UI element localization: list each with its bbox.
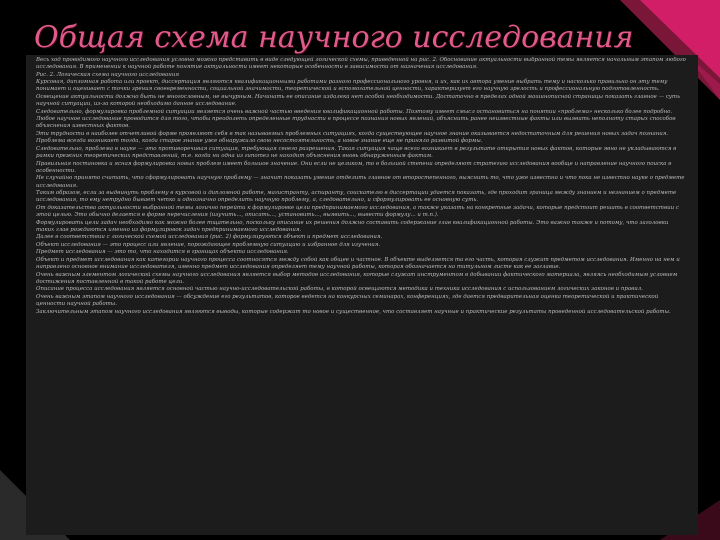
body-paragraph: Курсовая, дипломная работа или проект, диссертация являются квалификационными работами разного профессионального уровня, и их, как их автора умение выбрать тему и насколько правильно он эту тему понимает и оценивает с точки зрения своевременности, социальной значимости, теоретической и вспомогательной ценности, характеризует его научную зрелость и профессиональную подготовленность. [36,79,668,93]
body-paragraph: Эти трудности в наиболее отчетливой форме проявляют себя в так называемых проблемных ситуациях, когда существующее научное знание оказывается недостаточным для решения новых задач познания. [36,130,669,137]
body-paragraph: Правильная постановка и ясная формулировка новых проблем имеет большое значение. Они если не целиком, то в большой степени определяют стратегию исследования вообще и направление научного поиска в особенности. [36,160,672,174]
body-paragraph: Формулировать цели задач необходимо как можно более тщательно, поскольку описание их решения должно составить содержание глав квалификационной работы. Это важно также и потому, что заголовки таких глав рождаются именно из формулировок задач предпринимаемого исследования. [36,219,669,233]
body-paragraph: Очень важным элементом логической схемы научного исследования является выбор методов исследования, которые служат инструментом в добывании фактического материала, являясь необходимым условием достижения поставленной в такой работе цели. [36,271,678,285]
body-paragraph: Объект исследования — это процесс или явление, порождающее проблемную ситуацию и избранное для изучения. [36,241,381,248]
body-paragraph: Предмет исследования — это то, что находится в границах объекта исследования. [36,249,289,256]
body-paragraph: Проблема всегда возникает тогда, когда старое знание уже обнаружило свою несостоятельность, а новое знание еще не приняло развитой формы. [36,138,483,145]
body-paragraph: Объект и предмет исследования как категории научного процесса соотносятся между собой как общее и частное. В объекте выделяется та его часть, которая служит предметом исследования. Именно на нем и направлено основное внимание исследователя, именно предмет исследования определяет тему научной работы, которая обозначается на титульном листе как ее заглавие. [36,256,680,271]
body-paragraph: Рис. 2. Логическая схема научного исследования [36,71,179,78]
body-paragraph: Описание процесса исследования является основной частью научно-исследовательской работы, в которой освещаются методика и техника исследования с использованием логических законов и правил. [36,286,643,293]
slide-title: Общая схема научного исследования [34,20,634,55]
body-paragraph: От доказательства актуальности выбранной темы логично перейти к формулировке цели предпринимаемого исследования, а также указать на конкретные задачи, которые предстоит решать в соответствии с этой целью. Это обычно делается в форме перечисления (изучить..., описать..., установить..., выявить..., вывести формулу... и т.п.). [36,204,679,218]
body-paragraph: Любое научное исследование проводится для того, чтобы преодолеть определенные трудности в процессе познания новых явлений, объяснить ранее неизвестные факты или выявить неполноту старых способов объяснения известных фактов. [36,116,676,130]
body-paragraph: Таким образом, если за выдвинуть проблему в курсовой и дипломной работе, магистранту, аспиранту, соискателю в диссертации удается показать, где проходит граница между знанием и незнанием о предмете исследования, то ему нетрудно бывает четко и однозначно определить научную проблему, а, следовательно, и сформулировать ее основную суть. [36,190,677,204]
body-paragraph: Весь ход проводимого научного исследования условно можно представить в виде следующей логической схемы, приведенной на рис. 2. Обоснование актуальности выбранной темы является начальным этапом любого исследования. В применении к научной работе понятие актуальности имеет некоторые особенности в зависимости от назначения исследования. [36,57,686,71]
body-paragraph: Заключительным этапом научного исследования являются выводы, которые содержат то новое и существенное, что составляет научные и практические результаты проведенной исследовательской работы. [36,308,671,315]
body-paragraph: Очень важным этапом научного исследования — обсуждение его результатов, которое ведется на конкурсных семинарах, конференциях, где дается предварительная оценка теоретической и практической ценности научной работы. [36,293,659,307]
body-paragraph: Далее в соответствии с логической схемой исследования (рис. 2) формулируются объект и предмет исследования. [36,234,383,241]
body-text [36,57,686,533]
body-paragraph: Освещение актуальности должно быть не многословным, не вычурным. Начинать ее описание издалека нет особой необходимости. Достаточно в пределах одной машинописной страницы показать главное — суть научной ситуации, из-за которой необходимо данное исследование. [36,93,681,108]
body-paragraph: Не случайно принято считать, что сформулировать научную проблему — значит показать умение отделить главное от второстепенного, выяснить то, что уже известно и что пока не известно науке о предмете исследования. [36,175,685,189]
body-paragraph: Следовательно, проблема в науке — это противоречивая ситуация, требующая своего разрешения. Такая ситуация чаще всего возникает в результате открытия новых фактов, которые явно не укладываются в рамки прежних теоретических представлений, т.е. когда ни одна из гипотез не находит объяснения вновь обнаруженным фактам. [36,146,677,160]
body-paragraph: Следовательно, формулировка проблемной ситуации является очень важной частью введения квалификационной работы. Поэтому имеет смысл остановиться на понятии «проблема» несколько более подробно. [36,108,673,115]
